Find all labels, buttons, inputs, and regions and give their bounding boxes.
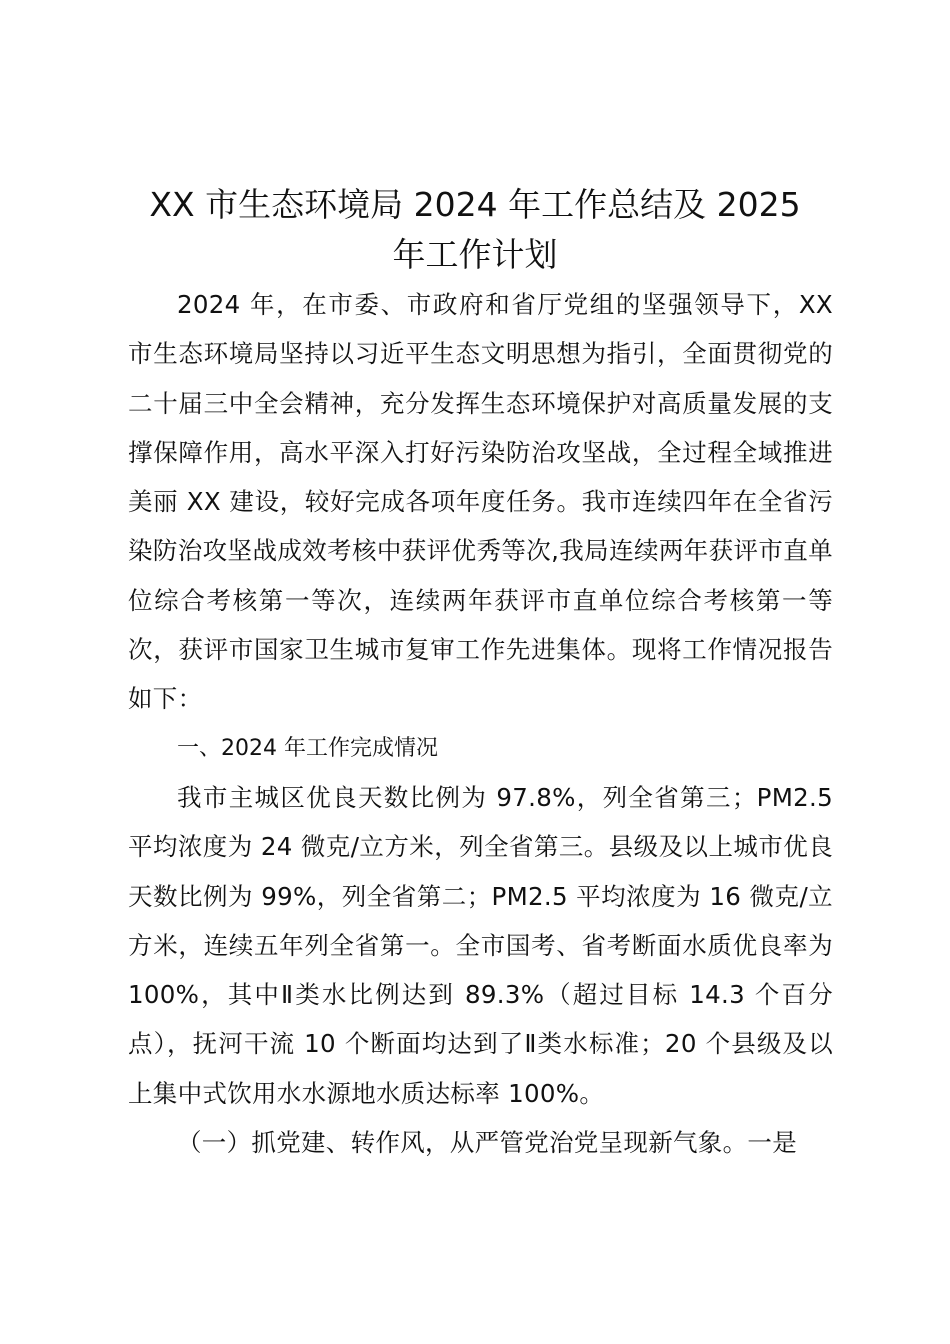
section-heading-1: 一、2024 年工作完成情况	[177, 735, 438, 761]
title-line-1: XX 市生态环境局 2024 年工作总结及 2025	[149, 185, 801, 224]
intro-paragraph: 2024 年，在市委、市政府和省厅党组的坚强领导下，XX 市生态环境局坚持以习近平生态文明思想为指引，全面贯彻党的二十届三中全会精神，充分发挥生态环境保护对高质量发展的支撑保障作用，高水平深入打好污染防治攻坚战，全过程全域推进美丽 XX 建设，较好完成各项年度任务。我市连续四年在全省污染防治攻坚战成效考核中获评优秀等次,我局连续两年获评市直单位综合考核第一等次，连续两年获评市直单位综合考核第一等次，获评市国家卫生城市复审工作先进集体。现将工作情况报告如下：	[128, 290, 833, 714]
environment-stats-paragraph: 我市主城区优良天数比例为 97.8%，列全省第三；PM2.5 平均浓度为 24 微克/立方米，列全省第三。县级及以上城市优良天数比例为 99%，列全省第二；PM2.5 平均浓度为 16 微克/立方米，连续五年列全省第一。全市国考、省考断面水质优良率为 100%，其中Ⅱ类水比例达到 89.3%（超过目标 14.3 个百分点），抚河干流 10 个断面均达到了Ⅱ类水标准；20 个县级及以上集中式饮用水水源地水质达标率 100%。	[128, 782, 833, 1108]
subsection-heading-1: （一）抓党建、转作风，从严管党治党呈现新气象。一是	[177, 1128, 797, 1158]
document-title	[120, 180, 830, 280]
document-body	[128, 280, 833, 1167]
title-line-2: 年工作计划	[392, 235, 558, 274]
